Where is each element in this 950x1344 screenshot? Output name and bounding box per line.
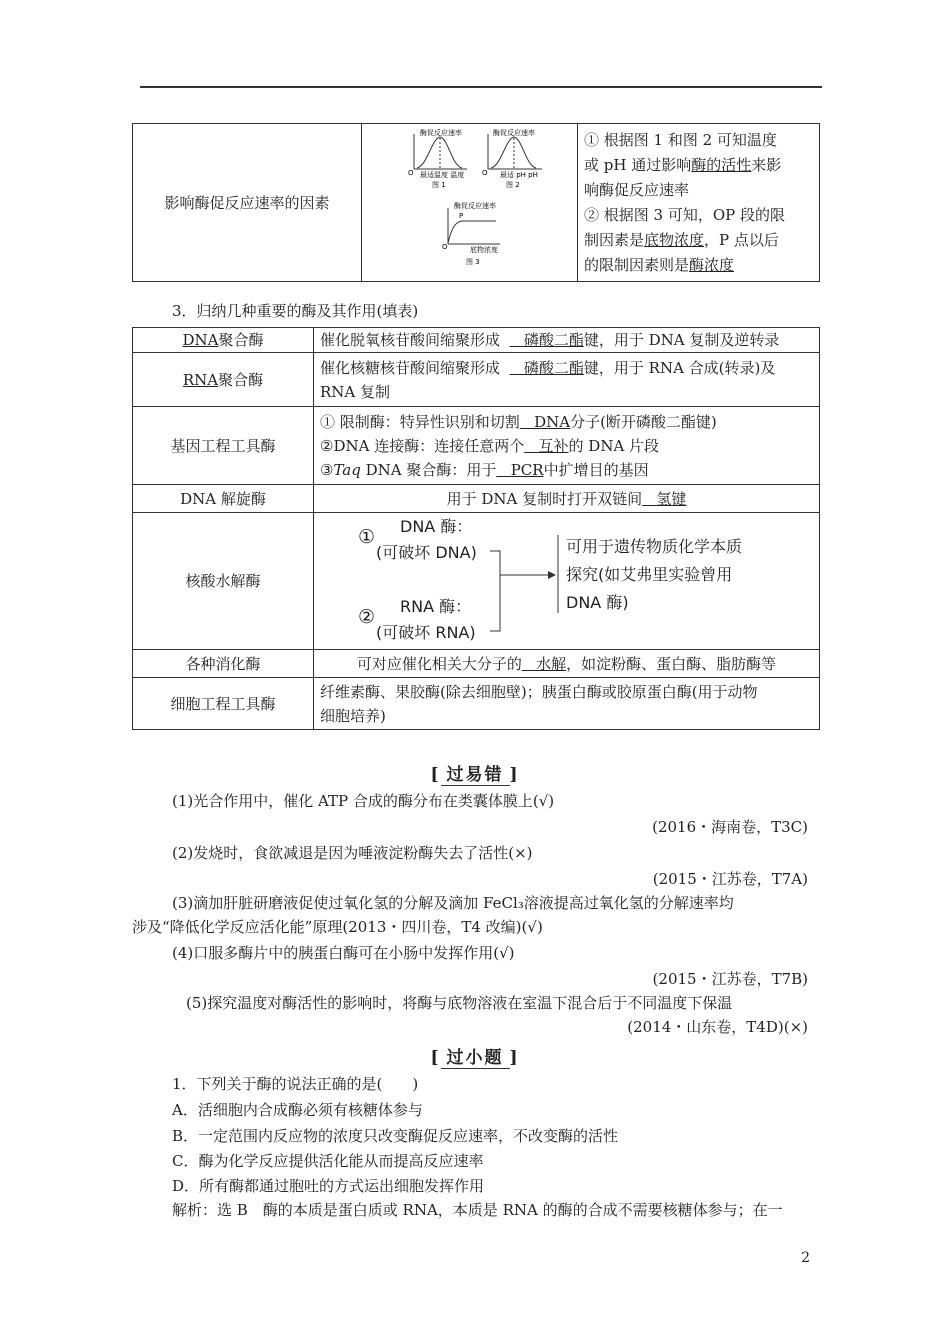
t: 的 DNA 片段 — [568, 436, 660, 455]
factors-explanation — [578, 124, 820, 282]
fig1-origin: O — [408, 169, 414, 177]
t: 的限制因素则是 — [584, 255, 690, 274]
section-question-title: [ 过小题 ] — [430, 1048, 520, 1068]
fig2-caption: 图 2 — [506, 181, 520, 189]
t: ③ — [320, 460, 334, 479]
fig2-origin: O — [482, 169, 488, 177]
row-rna-polymerase-name — [133, 353, 314, 407]
header-rule — [140, 86, 822, 88]
t: DNA 聚合酶：用于 — [360, 460, 497, 479]
t: 探究(如艾弗里实验曾用 — [566, 565, 733, 584]
t: 用于 DNA 复制时打开双链间 — [446, 489, 643, 508]
t: DNA 酶) — [566, 593, 629, 612]
t: Taq — [333, 460, 361, 479]
t: RNA 复制 — [320, 382, 391, 401]
t: 催化核糖核苷酸间缩聚形成 — [320, 358, 501, 377]
t: 可对应催化相关大分子的 — [356, 654, 522, 673]
row-digestive-desc — [314, 650, 820, 678]
t: 键，用于 DNA 复制及逆转录 — [583, 331, 780, 349]
chart-fig3 — [442, 201, 500, 266]
row-cell-engineering-desc — [314, 678, 820, 730]
t: 中扩增目的基因 — [543, 460, 649, 479]
answer-enzyme-conc: 酶浓度 — [689, 255, 735, 274]
row-helicase-desc — [314, 485, 820, 513]
answer-enzyme-activity: 酶的活性 — [691, 155, 752, 174]
row-genetic-engineering-name: 基因工程工具酶 — [133, 407, 314, 485]
option-d: D．所有酶都通过胞吐的方式运出细胞发挥作用 — [172, 1177, 485, 1195]
answer-substrate: 底物浓度 — [644, 230, 705, 249]
row-rna-polymerase-desc — [314, 353, 820, 407]
explain-line-2 — [584, 153, 813, 178]
t: 细胞培养) — [320, 706, 386, 725]
answer: 氢键 — [656, 489, 687, 508]
answer: 水解 — [536, 654, 567, 673]
t: 或 pH 通过影响 — [584, 155, 692, 174]
row-digestive-name: 各种消化酶 — [133, 650, 314, 678]
row-dna-polymerase-desc — [314, 328, 820, 353]
row-nuclease-desc — [314, 513, 820, 650]
fig3-point: P — [459, 212, 464, 220]
t: 聚合酶 — [218, 331, 264, 349]
error-source-5: (2014・山东卷，T4D)(×) — [627, 1018, 808, 1036]
factors-label: 影响酶促反应速率的因素 — [133, 124, 362, 282]
section-heading: 3．归纳几种重要的酶及其作用(填表) — [172, 302, 419, 320]
fig3-caption: 图 3 — [466, 258, 480, 266]
t: RNA — [182, 370, 219, 389]
t: DNA — [182, 331, 219, 349]
option-a: A．活细胞内合成酶必须有核糖体参与 — [172, 1101, 423, 1119]
t: 过易错 — [441, 765, 510, 786]
row-cell-engineering-name: 细胞工程工具酶 — [133, 678, 314, 730]
answer-explanation: 解析：选 B 酶的本质是蛋白质或 RNA，本质是 RNA 的酶的合成不需要核糖体参与；在一 — [172, 1201, 783, 1219]
page-number: 2 — [801, 1250, 810, 1266]
fig3-ylabel: 酶促反应速率 — [454, 202, 496, 210]
t: RNA 酶： — [400, 597, 472, 616]
answer: PCR — [510, 460, 544, 479]
t: 分子(断开磷酸二酯键) — [570, 412, 717, 431]
t: ① — [358, 526, 376, 548]
t: 过小题 — [441, 1048, 510, 1069]
error-source-2: (2015・江苏卷，T7A) — [652, 870, 808, 888]
question-stem: 1．下列关于酶的说法正确的是( ) — [172, 1075, 419, 1093]
answer: 互补 — [538, 436, 569, 455]
fig1-xlabel: 最适温度 温度 — [420, 171, 465, 179]
factors-table — [132, 123, 820, 282]
chart-fig2 — [482, 128, 542, 189]
fig1-ylabel: 酶促反应速率 — [420, 129, 462, 137]
section-error-title: [ 过易错 ] — [430, 765, 520, 785]
error-source-1: (2016・海南卷，T3C) — [652, 818, 808, 836]
error-item-1: (1)光合作用中，催化 ATP 合成的酶分布在类囊体膜上(√) — [172, 792, 555, 810]
t: 可用于遗传物质化学本质 — [566, 537, 743, 556]
t: (可破坏 DNA) — [376, 543, 477, 562]
row-genetic-engineering-desc — [314, 407, 820, 485]
t: 催化脱氧核苷酸间缩聚形成 — [320, 331, 501, 349]
error-item-3a: (3)滴加肝脏研磨液促使过氧化氢的分解及滴加 FeCl₃溶液提高过氧化氢的分解速率均 — [172, 894, 734, 912]
explain-line-6 — [584, 253, 813, 278]
t: DNA 酶： — [400, 517, 473, 536]
t: 来影 — [751, 155, 782, 174]
row-nuclease-name: 核酸水解酶 — [133, 513, 314, 650]
t: 聚合酶 — [218, 370, 264, 389]
option-b: B．一定范围内反应物的浓度只改变酶促反应速率，不改变酶的活性 — [172, 1127, 619, 1145]
error-item-3b: 涉及“降低化学反应活化能”原理(2013・四川卷，T4 改编)(√) — [132, 918, 543, 936]
factors-charts — [362, 124, 578, 282]
row-dna-polymerase-name — [133, 328, 314, 353]
t: ②DNA 连接酶：连接任意两个 — [320, 436, 525, 455]
explain-line-4: ② 根据图 3 可知，OP 段的限 — [584, 205, 786, 224]
fig3-origin: O — [442, 243, 448, 251]
error-item-2: (2)发烧时，食欲减退是因为唾液淀粉酶失去了活性(×) — [172, 844, 533, 862]
row-helicase-name: DNA 解旋酶 — [133, 485, 314, 513]
t: ，P 点以后 — [704, 230, 779, 249]
t: ，如淀粉酶、蛋白酶、脂肪酶等 — [566, 654, 777, 673]
fig1-caption: 图 1 — [432, 181, 446, 189]
answer: 磷酸二酯 — [523, 331, 584, 349]
explain-line-5 — [584, 228, 813, 253]
answer: 磷酸二酯 — [523, 358, 584, 377]
fig2-ylabel: 酶促反应速率 — [493, 129, 535, 137]
explain-line-1: ① 根据图 1 和图 2 可知温度 — [584, 130, 777, 149]
error-source-4: (2015・江苏卷，T7B) — [652, 970, 808, 988]
t: ① 限制酶：特异性识别和切割 — [320, 412, 520, 431]
t: (可破坏 RNA) — [376, 623, 476, 642]
fig2-xlabel: 最适 pH pH — [500, 171, 538, 179]
t: ② — [358, 606, 376, 628]
error-item-4: (4)口服多酶片中的胰蛋白酶可在小肠中发挥作用(√) — [172, 944, 515, 962]
t: 制因素是 — [584, 230, 645, 249]
t: 键，用于 RNA 合成(转录)及 — [583, 358, 776, 377]
answer: DNA — [534, 412, 571, 431]
option-c: C．酶为化学反应提供活化能从而提高反应速率 — [172, 1152, 484, 1170]
enzyme-table — [132, 327, 820, 730]
error-item-5: (5)探究温度对酶活性的影响时，将酶与底物溶液在室温下混合后于不同温度下保温 — [186, 994, 733, 1012]
t: 纤维素酶、果胶酶(除去细胞壁)；胰蛋白酶或胶原蛋白酶(用于动物 — [320, 682, 758, 701]
enzyme-rate-charts — [362, 124, 577, 274]
chart-fig1 — [408, 128, 467, 189]
fig3-xlabel: 底物浓度 — [470, 246, 498, 254]
explain-line-3: 响酶促反应速率 — [584, 180, 690, 199]
